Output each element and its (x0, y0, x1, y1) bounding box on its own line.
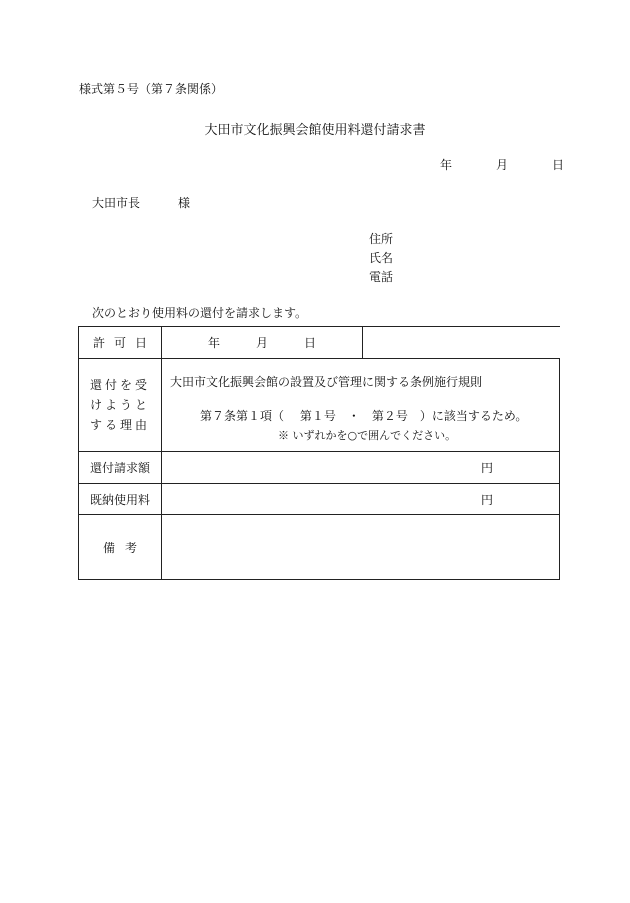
applicant-block (369, 230, 393, 287)
addressee-name: 大田市長 (92, 196, 141, 210)
paid-fee-row (79, 484, 560, 515)
applicant-phone-label: 電話 (369, 270, 394, 284)
permit-month-label: 月 (255, 336, 268, 350)
refund-amount-label: 還付請求額 (79, 452, 162, 484)
permit-date-cell[interactable] (162, 327, 560, 359)
permit-date-row (79, 327, 560, 359)
refund-amount-unit: 円 (480, 461, 493, 475)
reason-label-line-3: する理由 (89, 418, 150, 432)
refund-amount-row (79, 452, 560, 484)
remarks-label-char-1: 備 (103, 540, 116, 555)
request-date (440, 156, 564, 173)
permit-date-field[interactable] (162, 327, 363, 358)
reason-label-cell (79, 359, 162, 452)
reason-label-line-1: 還付を受 (89, 378, 150, 392)
paid-fee-field[interactable] (162, 484, 560, 515)
reason-label-line-2: けようと (89, 398, 150, 412)
refund-request-table (78, 326, 560, 580)
remarks-field[interactable] (162, 515, 560, 580)
permit-date-label: 許可日 (92, 336, 156, 350)
date-month-label: 月 (496, 158, 509, 172)
refund-amount-field[interactable] (162, 452, 560, 484)
date-year-label: 年 (440, 158, 453, 172)
paid-fee-label: 既納使用料 (79, 484, 162, 515)
permit-day-label: 日 (304, 336, 317, 350)
document-title: 大田市文化振興会館使用料還付請求書 (204, 123, 426, 138)
addressee (92, 194, 190, 211)
form-number: 様式第５号（第７条関係） (79, 82, 224, 96)
intro-text: 次のとおり使用料の還付を請求します。 (92, 306, 308, 320)
remarks-row (79, 515, 560, 580)
addressee-honorific: 様 (178, 196, 191, 210)
reason-row (79, 359, 560, 452)
remarks-label-char-2: 考 (124, 540, 137, 555)
date-day-label: 日 (552, 158, 565, 172)
reason-clause-text[interactable]: 第７条第１項（ 第１号 ・ 第２号 ）に該当するため。 (200, 409, 528, 423)
permit-date-label-cell (79, 327, 162, 359)
applicant-name-label: 氏名 (369, 251, 394, 265)
remarks-label-cell (79, 515, 162, 580)
permit-year-label: 年 (207, 336, 220, 350)
reason-regulation-text: 大田市文化振興会館の設置及び管理に関する条例施行規則 (170, 375, 483, 389)
applicant-address-label: 住所 (369, 232, 394, 246)
reason-content-cell[interactable] (162, 359, 560, 452)
paid-fee-unit: 円 (480, 492, 493, 507)
reason-note-text: ※ いずれかを○で囲んでください。 (278, 429, 457, 442)
